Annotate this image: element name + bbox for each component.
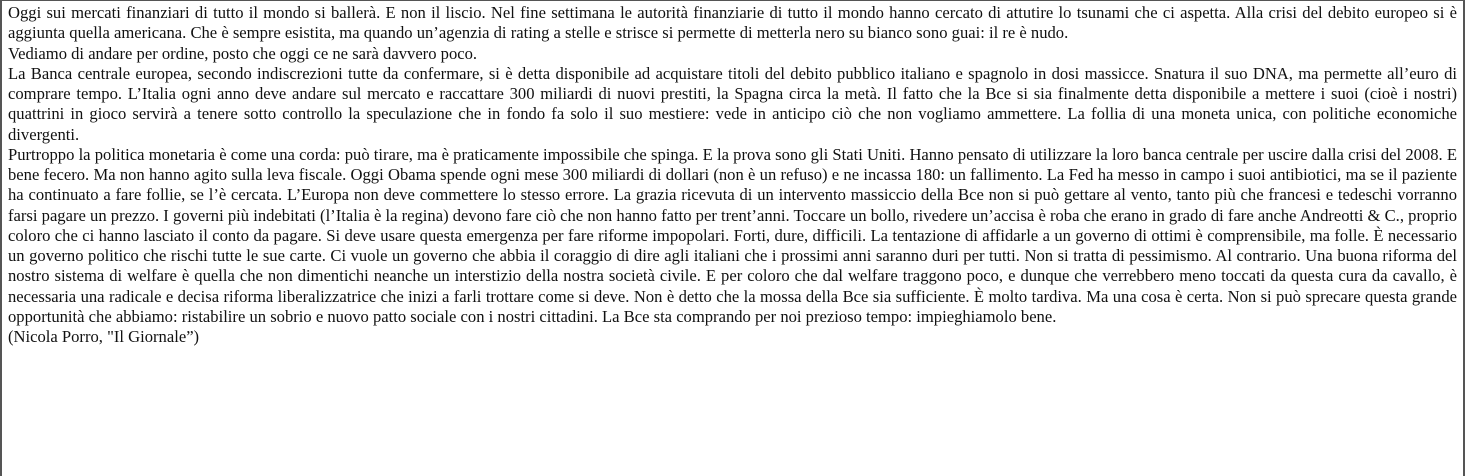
article-paragraph-bce: La Banca centrale europea, secondo indiscrezioni tutte da confermare, si è detta disponibile ad acquistare titoli del debito pubblico italiano e spagnolo in dosi massicce. Snatura il suo DNA, ma permette all’euro di comprare tempo. L’Italia ogni anno deve andare sul mercato e raccattare 300 miliardi di nuovi prestiti, la Spagna circa la metà. Il fatto che la Bce si sia finalmente detta disponibile a mettere i suoi (cioè i nostri) quattrini in gioco servirà a tenere sotto controllo la speculazione che in fondo fa solo il suo mestiere: vede in anticipo ciò che non vogliamo ammettere. La follia di una moneta unica, con politiche economiche divergenti. bbox=[8, 63, 1457, 144]
article-paragraph-monetary-policy: Purtroppo la politica monetaria è come una corda: può tirare, ma è praticamente impossibile che spinga. E la prova sono gli Stati Uniti. Hanno pensato di utilizzare la loro banca centrale per uscire dalla crisi del 2008. E bene fecero. Ma non hanno agito sulla leva fiscale. Oggi Obama spende ogni mese 300 miliardi di dollari (non è un refuso) e ne incassa 180: un fallimento. La Fed ha messo in campo i suoi antibiotici, ma se il paziente ha continuato a fare follie, se l’è cercata. L’Europa non deve commettere lo stesso errore. La grazia ricevuta di un intervento massiccio della Bce non si può gettare al vento, tanto più che francesi e tedeschi vorranno farsi pagare un prezzo. I governi più indebitati (l’Italia è la regina) devono fare ciò che non hanno fatto per trent’anni. Toccare un bollo, rivedere un’accisa è roba che erano in grado di fare anche Andreotti & C., proprio coloro che ci hanno lasciato il conto da pagare. Si deve usare questa emergenza per fare riforme impopolari. Forti, dure, difficili. La tentazione di affidarle a un governo di ottimi è comprensibile, ma folle. È necessario un governo politico che rischi tutte le sue carte. Ci vuole un governo che abbia il coraggio di dire agli italiani che i prossimi anni saranno duri per tutti. Non si tratta di pessimismo. Al contrario. Una buona riforma del nostro sistema di welfare è quella che non dimentichi neanche un interstizio della nostra società civile. E per coloro che dal welfare traggono poco, e dunque che verrebbero meno toccati da questa cura da cavallo, è necessaria una radicale e decisa riforma liberalizzatrice che inizi a farli trottare come si deve. Non è detto che la mossa della Bce sia sufficiente. È molto tardiva. Ma una cosa è certa. Non si può sprecare questa grande opportunità che abbiamo: ristabilire un sobrio e nuovo patto sociale con i nostri cittadini. La Bce sta comprando per noi prezioso tempo: impieghiamolo bene. bbox=[8, 144, 1457, 326]
article-paragraph-intro: Oggi sui mercati finanziari di tutto il mondo si ballerà. E non il liscio. Nel fine settimana le autorità finanziarie di tutto il mondo hanno cercato di attutire lo tsunami che ci aspetta. Alla crisi del debito europeo si è aggiunta quella americana. Che è sempre esistita, ma quando un’agenzia di rating a stelle e strisce si permette di metterla nero su bianco sono guai: il re è nudo. bbox=[8, 3, 1457, 43]
article-source-citation: (Nicola Porro, "Il Giornale”) bbox=[8, 327, 200, 346]
article-paragraph-order: Vediamo di andare per ordine, posto che oggi ce ne sarà davvero poco. bbox=[8, 43, 478, 63]
